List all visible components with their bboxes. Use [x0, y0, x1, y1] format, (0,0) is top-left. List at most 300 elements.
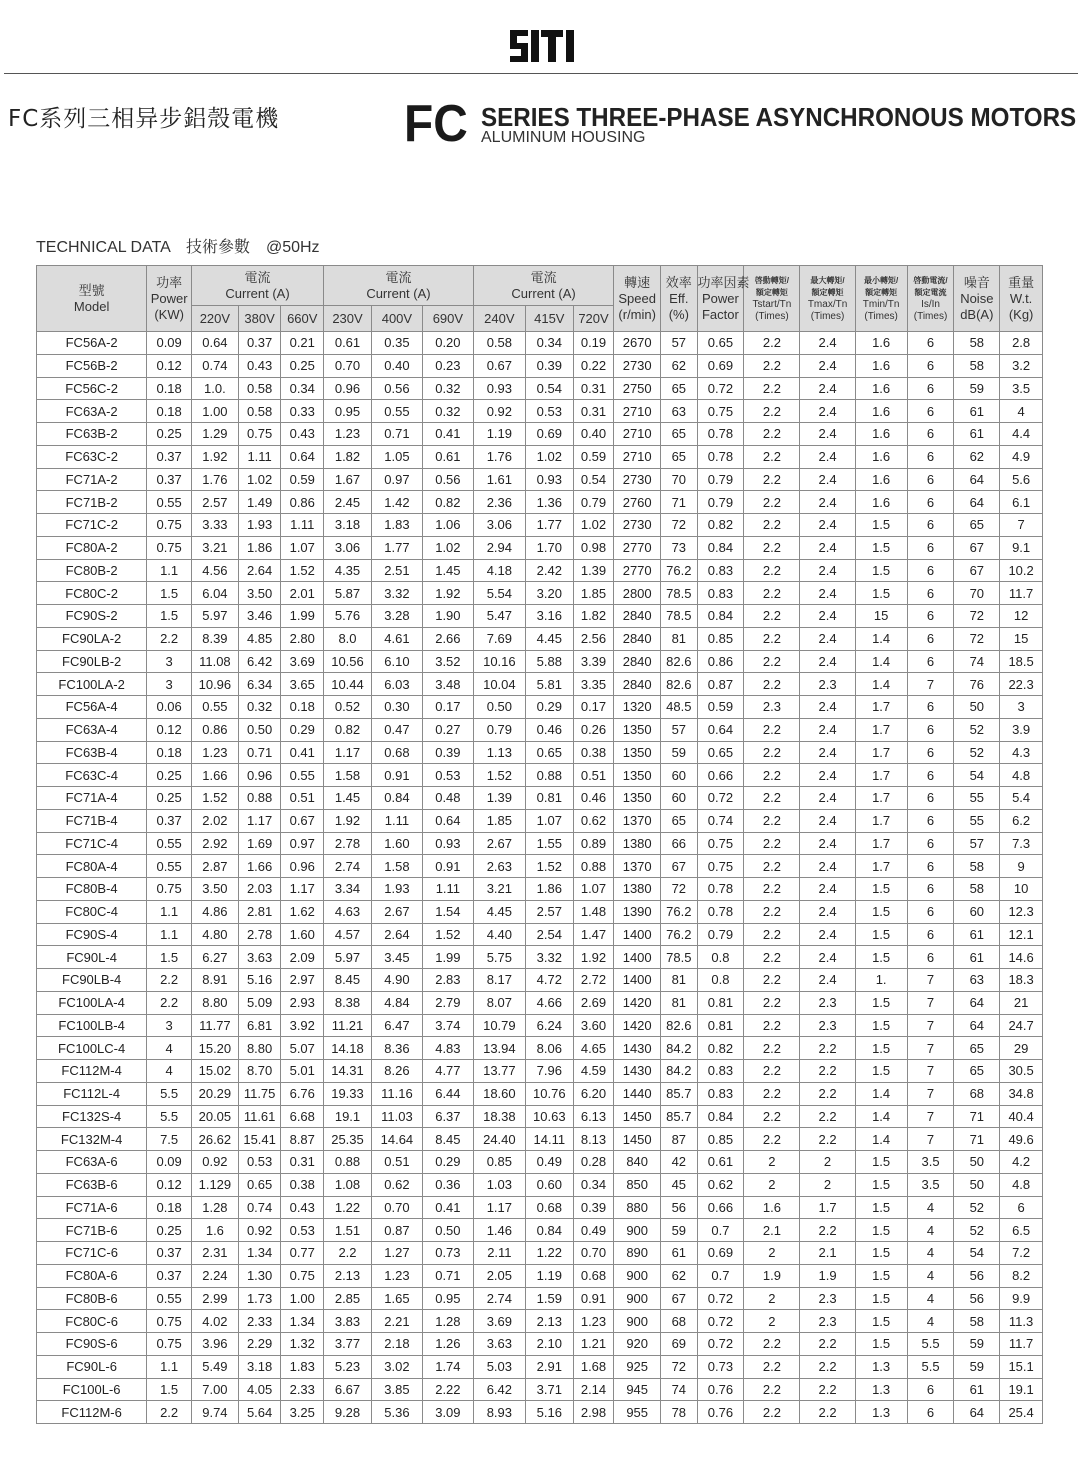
table-cell: 2.4 [800, 787, 855, 810]
table-cell: 2.4 [800, 923, 855, 946]
cell-model: FC112M-6 [37, 1401, 147, 1424]
table-cell: 8.38 [324, 991, 372, 1014]
table-cell: 0.59 [281, 468, 324, 491]
table-cell: 11.21 [324, 1014, 372, 1037]
table-cell: 76.2 [661, 923, 697, 946]
table-cell: 8.93 [473, 1401, 525, 1424]
table-cell: 61 [954, 946, 1000, 969]
table-cell: 0.93 [525, 468, 573, 491]
table-cell: 0.58 [238, 400, 281, 423]
table-cell: 0.51 [371, 1151, 422, 1174]
table-cell: 1.32 [281, 1333, 324, 1356]
table-cell: 9 [1000, 855, 1043, 878]
table-cell: 0.74 [191, 354, 238, 377]
table-cell: 1.92 [422, 582, 473, 605]
table-cell: 3.63 [238, 946, 281, 969]
table-cell: 6 [907, 514, 954, 537]
table-cell: 0.97 [281, 832, 324, 855]
table-cell: 0.40 [371, 354, 422, 377]
col-380v: 380V [238, 306, 281, 332]
table-cell: 63 [661, 400, 697, 423]
table-cell: 0.96 [238, 764, 281, 787]
table-cell: 2.2 [744, 969, 800, 992]
table-row [37, 718, 1043, 741]
table-cell: 1450 [614, 1128, 661, 1151]
table-cell: 8.80 [191, 991, 238, 1014]
table-cell: 0.62 [371, 1173, 422, 1196]
cell-model: FC132S-4 [37, 1105, 147, 1128]
table-cell: 6 [907, 923, 954, 946]
table-row [37, 1401, 1043, 1424]
table-cell: 2.56 [573, 627, 614, 650]
table-cell: 1.7 [855, 741, 907, 764]
table-cell: 5.5 [147, 1082, 192, 1105]
table-cell: 1.5 [147, 582, 192, 605]
table-cell: 0.82 [697, 1037, 744, 1060]
cell-model: FC63A-6 [37, 1151, 147, 1174]
table-cell: 0.23 [422, 354, 473, 377]
table-cell: 65 [954, 1060, 1000, 1083]
table-cell: 56 [661, 1196, 697, 1219]
table-cell: 65 [661, 809, 697, 832]
table-cell: 4.90 [371, 969, 422, 992]
table-cell: 0.89 [573, 832, 614, 855]
cell-model: FC63C-2 [37, 445, 147, 468]
table-row [37, 1128, 1043, 1151]
table-cell: 13.94 [473, 1037, 525, 1060]
table-cell: 52 [954, 741, 1000, 764]
table-cell: 2.78 [238, 923, 281, 946]
table-cell: 5.01 [281, 1060, 324, 1083]
table-cell: 1.5 [855, 1173, 907, 1196]
table-cell: 5.09 [238, 991, 281, 1014]
table-cell: 2.80 [281, 627, 324, 650]
table-cell: 2.3 [800, 673, 855, 696]
table-cell: 1.3 [855, 1401, 907, 1424]
table-cell: 8.45 [324, 969, 372, 992]
col-690v: 690V [422, 306, 473, 332]
table-row [37, 423, 1043, 446]
table-cell: 0.62 [573, 809, 614, 832]
table-cell: 65 [661, 445, 697, 468]
table-cell: 0.53 [422, 764, 473, 787]
table-cell: 0.60 [525, 1173, 573, 1196]
table-cell: 0.83 [697, 1060, 744, 1083]
table-cell: 0.93 [422, 832, 473, 855]
table-cell: 2 [744, 1287, 800, 1310]
table-cell: 0.81 [697, 991, 744, 1014]
table-cell: 14.31 [324, 1060, 372, 1083]
col-415v: 415V [525, 306, 573, 332]
table-cell: 59 [954, 377, 1000, 400]
table-cell: 0.7 [697, 1264, 744, 1287]
table-cell: 2.57 [525, 900, 573, 923]
col-power: 功率 Power (KW) [147, 266, 192, 332]
table-cell: 1.23 [324, 423, 372, 446]
table-cell: 0.84 [697, 1105, 744, 1128]
table-row [37, 696, 1043, 719]
table-cell: 2.4 [800, 855, 855, 878]
table-cell: 0.19 [573, 332, 614, 355]
table-cell: 0.21 [281, 332, 324, 355]
table-cell: 18.3 [1000, 969, 1043, 992]
table-cell: 72 [954, 627, 1000, 650]
table-row [37, 1333, 1043, 1356]
table-cell: 2.2 [800, 1037, 855, 1060]
table-cell: 4.4 [1000, 423, 1043, 446]
table-cell: 2.2 [800, 1401, 855, 1424]
table-cell: 71 [954, 1105, 1000, 1128]
table-cell: 1440 [614, 1082, 661, 1105]
table-cell: 0.69 [525, 423, 573, 446]
table-cell: 1.5 [855, 1242, 907, 1265]
table-cell: 2.4 [800, 832, 855, 855]
table-cell: 1.36 [525, 491, 573, 514]
table-cell: 0.18 [281, 696, 324, 719]
table-cell: 1.1 [147, 559, 192, 582]
table-cell: 1.5 [855, 1151, 907, 1174]
table-cell: 880 [614, 1196, 661, 1219]
table-cell: 3.06 [473, 514, 525, 537]
table-cell: 2.4 [800, 605, 855, 628]
table-cell: 5.16 [525, 1401, 573, 1424]
table-cell: 1.69 [238, 832, 281, 855]
table-cell: 57 [661, 332, 697, 355]
table-cell: 2 [744, 1151, 800, 1174]
table-cell: 4.77 [422, 1060, 473, 1083]
table-cell: 1.05 [371, 445, 422, 468]
table-cell: 0.87 [371, 1219, 422, 1242]
cell-model: FC80B-4 [37, 878, 147, 901]
table-cell: 25.35 [324, 1128, 372, 1151]
table-cell: 1380 [614, 832, 661, 855]
table-cell: 10.63 [525, 1105, 573, 1128]
table-cell: 2.2 [800, 1219, 855, 1242]
table-cell: 61 [954, 923, 1000, 946]
table-cell: 2.4 [800, 559, 855, 582]
table-cell: 1.129 [191, 1173, 238, 1196]
table-cell: 72 [661, 1355, 697, 1378]
table-cell: 13.77 [473, 1060, 525, 1083]
table-cell: 0.82 [422, 491, 473, 514]
table-cell: 0.25 [281, 354, 324, 377]
table-cell: 2.8 [1000, 332, 1043, 355]
table-cell: 2.2 [744, 514, 800, 537]
table-cell: 0.29 [281, 718, 324, 741]
table-cell: 3.45 [371, 946, 422, 969]
table-cell: 2.2 [800, 1082, 855, 1105]
table-cell: 15.20 [191, 1037, 238, 1060]
table-cell: 0.32 [238, 696, 281, 719]
table-cell: 2.2 [744, 468, 800, 491]
table-cell: 1.11 [371, 809, 422, 832]
table-cell: 0.49 [525, 1151, 573, 1174]
table-cell: 1.68 [573, 1355, 614, 1378]
table-row [37, 445, 1043, 468]
table-cell: 0.8 [697, 969, 744, 992]
table-cell: 1.5 [855, 1310, 907, 1333]
table-cell: 0.58 [473, 332, 525, 355]
table-cell: 2.4 [800, 377, 855, 400]
table-cell: 2.2 [744, 423, 800, 446]
table-cell: 0.53 [281, 1219, 324, 1242]
table-cell: 6 [907, 1401, 954, 1424]
table-cell: 7 [907, 1037, 954, 1060]
table-cell: 2710 [614, 400, 661, 423]
table-cell: 4.56 [191, 559, 238, 582]
table-cell: 4.45 [473, 900, 525, 923]
cell-model: FC63A-2 [37, 400, 147, 423]
table-cell: 7 [907, 991, 954, 1014]
table-cell: 4.8 [1000, 1173, 1043, 1196]
table-cell: 6.10 [371, 650, 422, 673]
table-cell: 5.47 [473, 605, 525, 628]
table-cell: 1.03 [473, 1173, 525, 1196]
table-cell: 1.5 [855, 1060, 907, 1083]
table-body [37, 332, 1043, 1424]
table-cell: 1.6 [855, 468, 907, 491]
table-cell: 10.96 [191, 673, 238, 696]
table-cell: 7 [907, 1060, 954, 1083]
table-cell: 19.1 [1000, 1378, 1043, 1401]
col-power-factor: 功率因素 Power Factor [697, 266, 744, 332]
table-cell: 1.11 [238, 445, 281, 468]
table-cell: 29 [1000, 1037, 1043, 1060]
table-cell: 0.64 [422, 809, 473, 832]
table-cell: 1.02 [573, 514, 614, 537]
table-cell: 1.82 [324, 445, 372, 468]
cell-model: FC90LB-2 [37, 650, 147, 673]
table-cell: 0.79 [697, 923, 744, 946]
table-cell: 1.07 [281, 536, 324, 559]
table-cell: 1.5 [855, 946, 907, 969]
table-cell: 0.68 [371, 741, 422, 764]
table-row [37, 559, 1043, 582]
table-cell: 2.2 [744, 741, 800, 764]
table-cell: 2.67 [371, 900, 422, 923]
cell-model: FC63B-4 [37, 741, 147, 764]
section-label: TECHNICAL DATA 技術參數 @50Hz [36, 239, 320, 256]
table-cell: 2.99 [191, 1287, 238, 1310]
table-cell: 0.88 [525, 764, 573, 787]
cell-model: FC90L-4 [37, 946, 147, 969]
table-cell: 2.2 [744, 1401, 800, 1424]
table-cell: 2.4 [800, 514, 855, 537]
table-cell: 87 [661, 1128, 697, 1151]
table-cell: 2.67 [473, 832, 525, 855]
table-cell: 0.81 [697, 1014, 744, 1037]
col-240v: 240V [473, 306, 525, 332]
cell-model: FC100LB-4 [37, 1014, 147, 1037]
table-cell: 2.2 [744, 536, 800, 559]
table-cell: 0.59 [697, 696, 744, 719]
table-cell: 58 [954, 332, 1000, 355]
table-cell: 1400 [614, 923, 661, 946]
table-cell: 8.70 [238, 1060, 281, 1083]
title-chinese: FC系列三相异步鋁殼電機 [8, 106, 280, 132]
table-cell: 2.36 [473, 491, 525, 514]
cell-model: FC71B-2 [37, 491, 147, 514]
table-cell: 59 [661, 1219, 697, 1242]
table-cell: 3.60 [573, 1014, 614, 1037]
table-cell: 2.2 [744, 1378, 800, 1401]
cell-model: FC80C-2 [37, 582, 147, 605]
table-cell: 1.6 [855, 332, 907, 355]
table-cell: 0.54 [525, 377, 573, 400]
table-cell: 70 [661, 468, 697, 491]
table-cell: 5.54 [473, 582, 525, 605]
table-cell: 6.68 [281, 1105, 324, 1128]
table-cell: 1.5 [855, 559, 907, 582]
table-cell: 0.75 [697, 400, 744, 423]
table-cell: 1.67 [324, 468, 372, 491]
table-cell: 50 [954, 696, 1000, 719]
table-cell: 69 [661, 1333, 697, 1356]
table-cell: 0.33 [281, 400, 324, 423]
table-cell: 6.37 [422, 1105, 473, 1128]
table-cell: 0.71 [371, 423, 422, 446]
table-cell: 59 [954, 1333, 1000, 1356]
table-cell: 3.50 [238, 582, 281, 605]
table-cell: 0.83 [697, 559, 744, 582]
table-cell: 4 [907, 1219, 954, 1242]
table-cell: 6 [907, 377, 954, 400]
table-cell: 2.4 [800, 332, 855, 355]
table-cell: 5.07 [281, 1037, 324, 1060]
table-cell: 1.6 [855, 400, 907, 423]
table-row [37, 764, 1043, 787]
table-cell: 78 [661, 1401, 697, 1424]
table-cell: 3 [147, 650, 192, 673]
table-cell: 2.2 [744, 377, 800, 400]
table-cell: 0.72 [697, 1333, 744, 1356]
table-cell: 58 [954, 1310, 1000, 1333]
table-cell: 1.0. [191, 377, 238, 400]
table-cell: 6.42 [238, 650, 281, 673]
table-cell: 2.4 [800, 445, 855, 468]
table-cell: 68 [661, 1310, 697, 1333]
cell-model: FC63B-2 [37, 423, 147, 446]
table-cell: 1.1 [147, 1355, 192, 1378]
table-cell: 1.5 [855, 991, 907, 1014]
table-cell: 6 [907, 354, 954, 377]
table-cell: 2.4 [800, 650, 855, 673]
table-cell: 6 [907, 946, 954, 969]
table-cell: 1.19 [525, 1264, 573, 1287]
table-cell: 58 [954, 878, 1000, 901]
table-cell: 5.36 [371, 1401, 422, 1424]
table-cell: 1.7 [855, 855, 907, 878]
table-cell: 1.7 [800, 1196, 855, 1219]
table-cell: 1.5 [147, 946, 192, 969]
table-cell: 1.4 [855, 1082, 907, 1105]
table-cell: 1.13 [473, 741, 525, 764]
table-cell: 6 [907, 809, 954, 832]
table-cell: 2.2 [744, 1355, 800, 1378]
table-cell: 2.64 [238, 559, 281, 582]
table-cell: 2.2 [744, 1037, 800, 1060]
table-cell: 65 [954, 1037, 1000, 1060]
table-cell: 2.4 [800, 878, 855, 901]
table-cell: 18.5 [1000, 650, 1043, 673]
table-cell: 6 [907, 878, 954, 901]
table-row [37, 1219, 1043, 1242]
table-cell: 1.00 [191, 400, 238, 423]
table-cell: 0.75 [147, 514, 192, 537]
table-cell: 0.43 [281, 423, 324, 446]
table-cell: 0.50 [422, 1219, 473, 1242]
table-cell: 7 [907, 969, 954, 992]
table-cell: 1.92 [573, 946, 614, 969]
table-cell: 63 [954, 969, 1000, 992]
table-cell: 0.49 [573, 1219, 614, 1242]
table-cell: 0.76 [697, 1401, 744, 1424]
table-cell: 1.28 [191, 1196, 238, 1219]
table-cell: 82.6 [661, 1014, 697, 1037]
table-cell: 4.3 [1000, 741, 1043, 764]
table-cell: 0.92 [238, 1219, 281, 1242]
table-cell: 1.62 [281, 900, 324, 923]
table-cell: 2.2 [744, 923, 800, 946]
table-cell: 0.71 [238, 741, 281, 764]
table-cell: 0.92 [473, 400, 525, 423]
technical-data-table [36, 265, 1043, 1424]
table-cell: 3.83 [324, 1310, 372, 1333]
table-cell: 8.91 [191, 969, 238, 992]
table-cell: 6.2 [1000, 809, 1043, 832]
table-cell: 1.28 [422, 1310, 473, 1333]
table-cell: 1.74 [422, 1355, 473, 1378]
table-cell: 2.2 [744, 991, 800, 1014]
table-cell: 15.1 [1000, 1355, 1043, 1378]
table-cell: 0.61 [697, 1151, 744, 1174]
table-cell: 1.5 [855, 1333, 907, 1356]
table-cell: 0.37 [147, 1242, 192, 1265]
table-cell: 2.64 [371, 923, 422, 946]
table-cell: 55 [954, 787, 1000, 810]
table-cell: 1350 [614, 741, 661, 764]
cell-model: FC63A-4 [37, 718, 147, 741]
table-cell: 2.87 [191, 855, 238, 878]
table-cell: 4.83 [422, 1037, 473, 1060]
table-cell: 0.34 [573, 1173, 614, 1196]
table-cell: 2800 [614, 582, 661, 605]
table-cell: 2.2 [744, 855, 800, 878]
table-cell: 1430 [614, 1060, 661, 1083]
table-cell: 3.5 [907, 1173, 954, 1196]
table-cell: 50 [954, 1173, 1000, 1196]
table-cell: 0.84 [371, 787, 422, 810]
table-cell: 3.35 [573, 673, 614, 696]
table-cell: 26.62 [191, 1128, 238, 1151]
table-cell: 10.56 [324, 650, 372, 673]
table-cell: 3.96 [191, 1333, 238, 1356]
table-row [37, 332, 1043, 355]
table-cell: 3.77 [324, 1333, 372, 1356]
table-cell: 5.6 [1000, 468, 1043, 491]
table-cell: 840 [614, 1151, 661, 1174]
table-cell: 1.55 [525, 832, 573, 855]
table-cell: 2840 [614, 650, 661, 673]
table-cell: 2.09 [281, 946, 324, 969]
table-cell: 945 [614, 1378, 661, 1401]
table-cell: 0.61 [324, 332, 372, 355]
table-cell: 1.19 [473, 423, 525, 446]
table-cell: 2730 [614, 354, 661, 377]
table-cell: 1.60 [281, 923, 324, 946]
table-cell: 1.5 [855, 1287, 907, 1310]
table-cell: 1.02 [422, 536, 473, 559]
